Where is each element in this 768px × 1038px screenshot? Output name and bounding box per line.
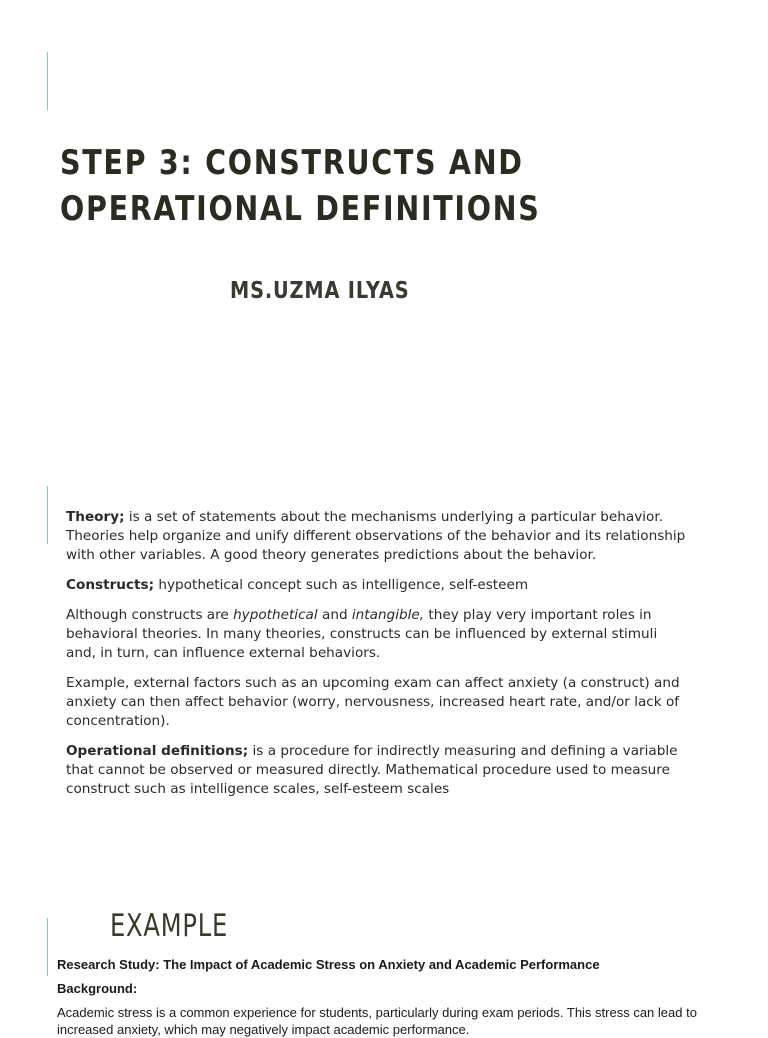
roles-and: and — [317, 607, 352, 623]
slide-title-line-1: STEP 3: CONSTRUCTS AND — [60, 143, 524, 183]
operational-definitions-paragraph — [66, 742, 686, 799]
slide-title-line-2: OPERATIONAL DEFINITIONS — [60, 189, 541, 229]
roles-text-start: Although constructs are — [66, 607, 234, 623]
example-body — [57, 954, 717, 1038]
background-text: Academic stress is a common experience for students, particularly during exam periods. This stress can lead to increased anxiety, which may negatively impact academic performance. — [57, 1005, 697, 1037]
operational-definitions-definition: is a procedure for indirectly measuring and defining a variable that cannot be observed or measured directly. Mathematical procedure used to measure construct such as intelligence scales, self-esteem scales — [66, 743, 678, 797]
constructs-term: Constructs; — [66, 577, 155, 593]
slide-accent-line — [47, 486, 48, 544]
slide-body-text — [66, 508, 686, 810]
hypothetical-emphasis: hypothetical — [233, 607, 318, 623]
intangible-emphasis: intangible, — [351, 607, 425, 623]
example-heading: EXAMPLE — [110, 908, 229, 944]
slide-title — [60, 140, 541, 232]
background-label: Background: — [57, 981, 138, 996]
slide-accent-line — [47, 918, 48, 976]
theory-definition: is a set of statements about the mechanisms underlying a particular behavior. Theories help organize and unify different observations of the behavior and its relationship with other variables. A good theory generates predictions about the behavior. — [66, 509, 686, 563]
roles-text-end: they play very important roles in behavioral theories. In many theories, constructs can be influenced by external stimuli and, in turn, can influence external behaviors. — [66, 607, 658, 661]
theory-paragraph — [66, 508, 686, 565]
study-title: Research Study: The Impact of Academic Stress on Anxiety and Academic Performance — [57, 957, 600, 972]
theory-term: Theory; — [66, 509, 125, 525]
constructs-definition: hypothetical concept such as intelligence, self-esteem — [154, 577, 529, 593]
author-name: MS.UZMA ILYAS — [230, 278, 410, 304]
constructs-paragraph — [66, 576, 686, 595]
slide-accent-line — [47, 52, 48, 110]
constructs-roles-paragraph — [66, 606, 686, 663]
operational-definitions-term: Operational definitions; — [66, 743, 249, 759]
example-paragraph: Example, external factors such as an upcoming exam can affect anxiety (a construct) and anxiety can then affect behavior (worry, nervousness, increased heart rate, and/or lack of concentration). — [66, 675, 680, 729]
